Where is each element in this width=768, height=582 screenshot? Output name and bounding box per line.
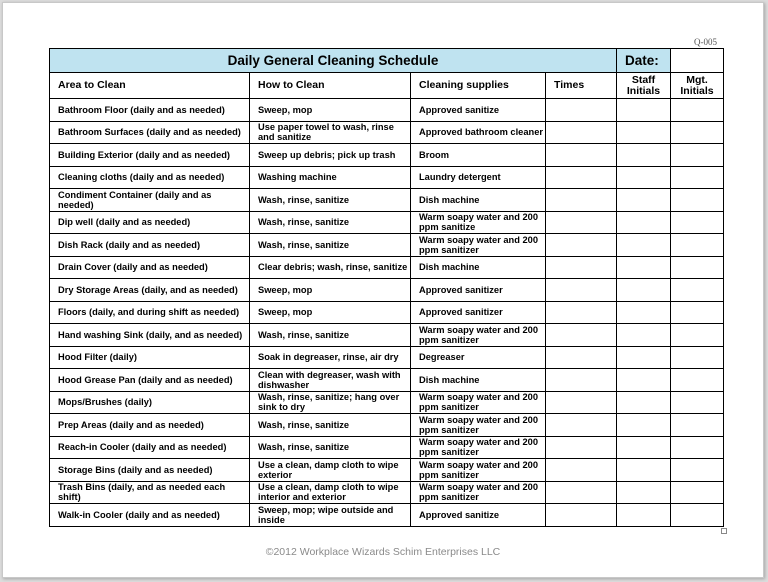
area-cell: Dish Rack (daily and as needed)	[50, 234, 250, 257]
mgt-initials-cell[interactable]	[671, 324, 724, 347]
times-cell[interactable]	[546, 414, 617, 437]
mgt-initials-cell[interactable]	[671, 256, 724, 279]
how-to-clean-cell: Use a clean, damp cloth to wipe exterior	[250, 459, 411, 482]
supplies-cell: Approved sanitizer	[411, 301, 546, 324]
staff-initials-cell[interactable]	[617, 436, 671, 459]
times-cell[interactable]	[546, 481, 617, 504]
table-row	[50, 324, 724, 347]
times-cell[interactable]	[546, 369, 617, 392]
area-cell: Bathroom Surfaces (daily and as needed)	[50, 121, 250, 144]
header-times: Times	[546, 73, 617, 99]
mgt-initials-cell[interactable]	[671, 436, 724, 459]
staff-initials-cell[interactable]	[617, 324, 671, 347]
area-cell: Building Exterior (daily and as needed)	[50, 144, 250, 167]
schedule-title: Daily General Cleaning Schedule	[50, 49, 617, 73]
staff-initials-cell[interactable]	[617, 504, 671, 527]
supplies-cell: Dish machine	[411, 369, 546, 392]
staff-initials-cell[interactable]	[617, 301, 671, 324]
area-cell: Trash Bins (daily, and as needed each shift)	[50, 481, 250, 504]
header-supplies: Cleaning supplies	[411, 73, 546, 99]
mgt-initials-cell[interactable]	[671, 504, 724, 527]
how-to-clean-cell: Wash, rinse, sanitize	[250, 414, 411, 437]
how-to-clean-cell: Sweep, mop; wipe outside and inside	[250, 504, 411, 527]
supplies-cell: Warm soapy water and 200 ppm sanitizer	[411, 414, 546, 437]
area-cell: Floors (daily, and during shift as needed)	[50, 301, 250, 324]
how-to-clean-cell: Wash, rinse, sanitize	[250, 324, 411, 347]
staff-initials-cell[interactable]	[617, 346, 671, 369]
cleaning-schedule-table	[49, 48, 724, 527]
times-cell[interactable]	[546, 301, 617, 324]
staff-initials-cell[interactable]	[617, 211, 671, 234]
area-cell: Hood Grease Pan (daily and as needed)	[50, 369, 250, 392]
mgt-initials-cell[interactable]	[671, 481, 724, 504]
area-cell: Prep Areas (daily and as needed)	[50, 414, 250, 437]
table-row	[50, 504, 724, 527]
mgt-initials-cell[interactable]	[671, 189, 724, 212]
times-cell[interactable]	[546, 346, 617, 369]
times-cell[interactable]	[546, 391, 617, 414]
staff-initials-cell[interactable]	[617, 99, 671, 122]
times-cell[interactable]	[546, 324, 617, 347]
supplies-cell: Dish machine	[411, 189, 546, 212]
mgt-initials-cell[interactable]	[671, 391, 724, 414]
how-to-clean-cell: Sweep, mop	[250, 301, 411, 324]
how-to-clean-cell: Wash, rinse, sanitize; hang over sink to dry	[250, 391, 411, 414]
date-label: Date:	[617, 49, 671, 73]
title-row	[50, 49, 724, 73]
supplies-cell: Approved sanitize	[411, 504, 546, 527]
mgt-initials-cell[interactable]	[671, 121, 724, 144]
mgt-initials-cell[interactable]	[671, 211, 724, 234]
mgt-initials-cell[interactable]	[671, 99, 724, 122]
staff-initials-cell[interactable]	[617, 459, 671, 482]
area-cell: Reach-in Cooler (daily and as needed)	[50, 436, 250, 459]
area-cell: Storage Bins (daily and as needed)	[50, 459, 250, 482]
area-cell: Dry Storage Areas (daily, and as needed)	[50, 279, 250, 302]
table-row	[50, 144, 724, 167]
supplies-cell: Warm soapy water and 200 ppm sanitizer	[411, 481, 546, 504]
footer-copyright: ©2012 Workplace Wizards Schim Enterprises LLC	[265, 546, 501, 558]
how-to-clean-cell: Wash, rinse, sanitize	[250, 211, 411, 234]
corner-mark	[721, 528, 727, 534]
mgt-initials-cell[interactable]	[671, 144, 724, 167]
table-row	[50, 166, 724, 189]
staff-initials-cell[interactable]	[617, 369, 671, 392]
area-cell: Hand washing Sink (daily, and as needed)	[50, 324, 250, 347]
staff-initials-cell[interactable]	[617, 121, 671, 144]
supplies-cell: Dish machine	[411, 256, 546, 279]
mgt-initials-cell[interactable]	[671, 459, 724, 482]
how-to-clean-cell: Soak in degreaser, rinse, air dry	[250, 346, 411, 369]
supplies-cell: Warm soapy water and 200 ppm sanitizer	[411, 459, 546, 482]
header-mgt-initials: Mgt. Initials	[671, 73, 724, 99]
staff-initials-cell[interactable]	[617, 391, 671, 414]
table-row	[50, 256, 724, 279]
table-row	[50, 414, 724, 437]
mgt-initials-cell[interactable]	[671, 166, 724, 189]
table-row	[50, 459, 724, 482]
times-cell[interactable]	[546, 144, 617, 167]
how-to-clean-cell: Clean with degreaser, wash with dishwasher	[250, 369, 411, 392]
supplies-cell: Approved sanitize	[411, 99, 546, 122]
supplies-cell: Warm soapy water and 200 ppm sanitizer	[411, 324, 546, 347]
supplies-cell: Warm soapy water and 200 ppm sanitizer	[411, 436, 546, 459]
times-cell[interactable]	[546, 121, 617, 144]
supplies-cell: Degreaser	[411, 346, 546, 369]
how-to-clean-cell: Sweep, mop	[250, 279, 411, 302]
how-to-clean-cell: Washing machine	[250, 166, 411, 189]
mgt-initials-cell[interactable]	[671, 279, 724, 302]
table-row	[50, 234, 724, 257]
staff-initials-cell[interactable]	[617, 166, 671, 189]
times-cell[interactable]	[546, 279, 617, 302]
how-to-clean-cell: Sweep up debris; pick up trash	[250, 144, 411, 167]
mgt-initials-cell[interactable]	[671, 414, 724, 437]
area-cell: Hood Filter (daily)	[50, 346, 250, 369]
how-to-clean-cell: Wash, rinse, sanitize	[250, 234, 411, 257]
header-staff-initials: Staff Initials	[617, 73, 671, 99]
table-row	[50, 99, 724, 122]
how-to-clean-cell: Use paper towel to wash, rinse and sanitize	[250, 121, 411, 144]
how-to-clean-cell: Clear debris; wash, rinse, sanitize	[250, 256, 411, 279]
how-to-clean-cell: Wash, rinse, sanitize	[250, 436, 411, 459]
header-area: Area to Clean	[50, 73, 250, 99]
form-code: Q-005	[694, 37, 717, 47]
area-cell: Walk-in Cooler (daily and as needed)	[50, 504, 250, 527]
column-header-row	[50, 73, 724, 99]
supplies-cell: Warm soapy water and 200 ppm sanitizer	[411, 234, 546, 257]
times-cell[interactable]	[546, 504, 617, 527]
supplies-cell: Approved bathroom cleaner	[411, 121, 546, 144]
supplies-cell: Laundry detergent	[411, 166, 546, 189]
mgt-initials-cell[interactable]	[671, 369, 724, 392]
times-cell[interactable]	[546, 459, 617, 482]
how-to-clean-cell: Wash, rinse, sanitize	[250, 189, 411, 212]
staff-initials-cell[interactable]	[617, 144, 671, 167]
table-row	[50, 279, 724, 302]
document-page	[2, 2, 764, 578]
table-row	[50, 301, 724, 324]
staff-initials-cell[interactable]	[617, 481, 671, 504]
staff-initials-cell[interactable]	[617, 414, 671, 437]
header-how: How to Clean	[250, 73, 411, 99]
table-row	[50, 481, 724, 504]
staff-initials-cell[interactable]	[617, 234, 671, 257]
supplies-cell: Warm soapy water and 200 ppm sanitize	[411, 211, 546, 234]
table-row	[50, 436, 724, 459]
table-row	[50, 391, 724, 414]
times-cell[interactable]	[546, 436, 617, 459]
supplies-cell: Broom	[411, 144, 546, 167]
area-cell: Drain Cover (daily and as needed)	[50, 256, 250, 279]
how-to-clean-cell: Use a clean, damp cloth to wipe interior and exterior	[250, 481, 411, 504]
mgt-initials-cell[interactable]	[671, 301, 724, 324]
table-row	[50, 211, 724, 234]
times-cell[interactable]	[546, 234, 617, 257]
area-cell: Cleaning cloths (daily and as needed)	[50, 166, 250, 189]
times-cell[interactable]	[546, 189, 617, 212]
mgt-initials-cell[interactable]	[671, 234, 724, 257]
area-cell: Dip well (daily and as needed)	[50, 211, 250, 234]
times-cell[interactable]	[546, 256, 617, 279]
staff-initials-cell[interactable]	[617, 279, 671, 302]
supplies-cell: Approved sanitizer	[411, 279, 546, 302]
times-cell[interactable]	[546, 166, 617, 189]
area-cell: Condiment Container (daily and as needed)	[50, 189, 250, 212]
table-row	[50, 369, 724, 392]
area-cell: Mops/Brushes (daily)	[50, 391, 250, 414]
supplies-cell: Warm soapy water and 200 ppm sanitizer	[411, 391, 546, 414]
date-field[interactable]	[671, 49, 724, 73]
table-row	[50, 346, 724, 369]
mgt-initials-cell[interactable]	[671, 346, 724, 369]
table-row	[50, 189, 724, 212]
table-row	[50, 121, 724, 144]
area-cell: Bathroom Floor (daily and as needed)	[50, 99, 250, 122]
times-cell[interactable]	[546, 211, 617, 234]
times-cell[interactable]	[546, 99, 617, 122]
staff-initials-cell[interactable]	[617, 256, 671, 279]
staff-initials-cell[interactable]	[617, 189, 671, 212]
how-to-clean-cell: Sweep, mop	[250, 99, 411, 122]
